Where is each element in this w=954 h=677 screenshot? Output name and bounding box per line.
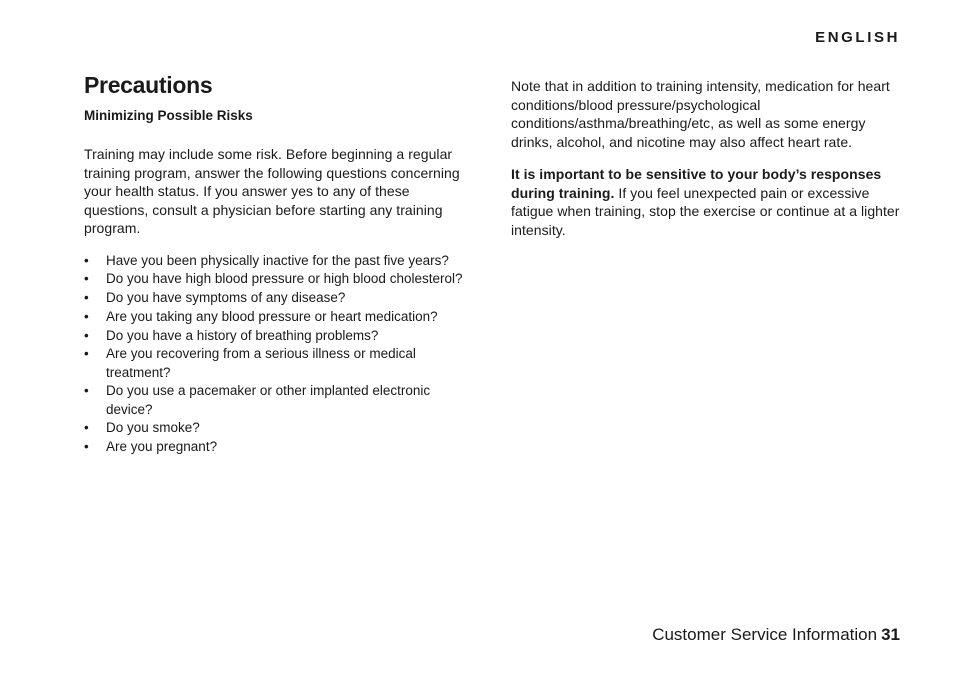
bullet-icon: • [84,308,89,324]
list-item [84,289,476,307]
page-title: Precautions [84,72,213,98]
question-text: Do you smoke? [106,420,200,436]
question-text: Have you been physically inactive for the past five years? [106,252,449,268]
left-column [84,70,476,457]
question-text: Do you have symptoms of any disease? [106,290,346,306]
question-text: Are you taking any blood pressure or heart medication? [106,308,438,324]
bullet-icon: • [84,271,89,287]
list-item [84,438,476,456]
bullet-icon: • [84,290,89,306]
bullet-icon: • [84,327,89,343]
warning-emphasis: It is important to be sensitive to your body’s responses during training. [511,166,882,201]
risk-question-list [84,252,476,457]
question-text: Are you pregnant? [106,439,218,455]
footer-section-title: Customer Service Information [652,625,878,644]
bullet-icon: • [84,383,89,399]
list-item [84,382,476,418]
page-footer [652,624,900,646]
warning-paragraph [511,165,903,239]
section-heading: Minimizing Possible Risks [84,108,253,123]
list-item [84,327,476,345]
question-text: Do you have high blood pressure or high blood cholesterol? [106,271,463,287]
list-item [84,345,476,381]
bullet-icon: • [84,252,89,268]
medication-note: Note that in addition to training intensity, medication for heart conditions/blood pressure/psychological conditions/asthma/breathing/etc, as well as some energy drinks, alcohol, and nicotine may also affect heart rate. [511,78,890,150]
question-text: Do you have a history of breathing problems? [106,327,379,343]
list-item [84,419,476,437]
list-item [84,252,476,270]
warning-text: If you feel unexpected pain or excessive fatigue when training, stop the exercise or continue at a lighter intensity. [511,184,900,238]
bullet-icon: • [84,439,89,455]
list-item [84,270,476,288]
page-number: 31 [881,625,900,644]
right-column [511,77,903,239]
bullet-icon: • [84,346,89,362]
intro-paragraph: Training may include some risk. Before beginning a regular training program, answer the following questions concerning your health status. If you answer yes to any of these questions, consult a physician before starting any training program. [84,146,460,236]
bullet-icon: • [84,420,89,436]
question-text: Do you use a pacemaker or other implanted electronic device? [106,383,431,417]
question-text: Are you recovering from a serious illness or medical treatment? [106,346,416,380]
list-item [84,308,476,326]
language-label: ENGLISH [815,29,900,46]
